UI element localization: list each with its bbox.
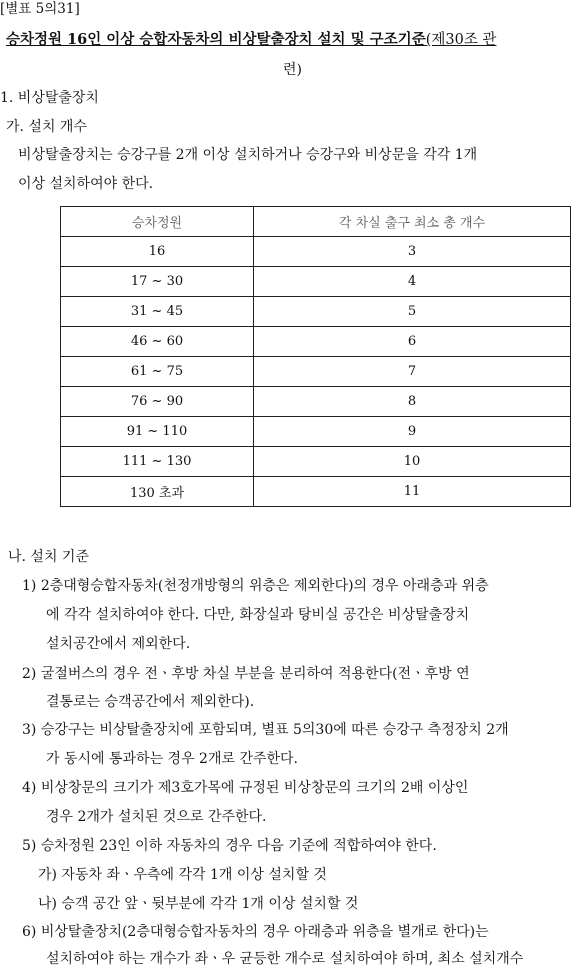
cell-exits: 10	[254, 447, 571, 477]
criteria-item-3-line-2: 가 동시에 통과하는 경우 2개로 간주한다.	[46, 751, 298, 767]
title-continuation: 련)	[283, 62, 302, 78]
subsection-a-paragraph-line-2: 이상 설치하여야 한다.	[18, 176, 154, 192]
criteria-item-5-line-1: 5) 승차정원 23인 이하 자동차의 경우 다음 기준에 적합하여야 한다.	[22, 838, 437, 854]
cell-capacity: 91 ~ 110	[61, 417, 254, 447]
criteria-item-6-line-1: 6) 비상탈출장치(2층대형승합자동차의 경우 아래층과 위층을 별개로 한다)는	[22, 924, 489, 940]
header-capacity: 승차정원	[61, 207, 254, 237]
document-title	[6, 31, 496, 49]
criteria-item-4-line-2: 경우 2개가 설치된 것으로 간주한다.	[46, 809, 267, 825]
criteria-item-3-line-1: 3) 승강구는 비상탈출장치에 포함되며, 별표 5의30에 따른 승강구 측정장치 2개	[22, 722, 509, 738]
subsection-b-heading: 나. 설치 기준	[8, 549, 89, 565]
criteria-item-4-line-1: 4) 비상창문의 크기가 제3호가목에 규정된 비상창문의 크기의 2배 이상인	[22, 780, 469, 796]
header-min-exits: 각 차실 출구 최소 총 개수	[254, 207, 571, 237]
cell-capacity: 130 초과	[61, 477, 254, 507]
title-text: 승차정원 16인 이상 승합자동차의 비상탈출장치 설치 및 구조기준	[6, 31, 426, 48]
cell-exits: 8	[254, 387, 571, 417]
criteria-item-1-line-1: 1) 2층대형승합자동차(천정개방형의 위층은 제외한다)의 경우 아래층과 위층	[22, 578, 489, 594]
table-row	[61, 387, 571, 417]
table-row	[61, 237, 571, 267]
criteria-item-2-line-1: 2) 굴절버스의 경우 전ㆍ후방 차실 부분을 분리하여 적용한다(전ㆍ후방 연	[22, 666, 470, 682]
annex-reference: [별표 5의31]	[0, 1, 80, 17]
criteria-item-2-line-2: 결통로는 승객공간에서 제외한다).	[46, 694, 255, 710]
cell-capacity: 111 ~ 130	[61, 447, 254, 477]
subsection-a-heading: 가. 설치 개수	[6, 119, 87, 135]
table-row	[61, 267, 571, 297]
exit-count-table	[60, 206, 571, 507]
table-row	[61, 477, 571, 507]
table-row	[61, 297, 571, 327]
table-row	[61, 417, 571, 447]
criteria-item-5-sub-a: 가) 자동차 좌ㆍ우측에 각각 1개 이상 설치할 것	[38, 867, 327, 883]
cell-capacity: 31 ~ 45	[61, 297, 254, 327]
cell-exits: 9	[254, 417, 571, 447]
cell-capacity: 17 ~ 30	[61, 267, 254, 297]
title-article-ref: (제30조 관	[425, 32, 497, 48]
cell-exits: 11	[254, 477, 571, 507]
cell-exits: 3	[254, 237, 571, 267]
cell-capacity: 76 ~ 90	[61, 387, 254, 417]
table-row	[61, 357, 571, 387]
criteria-item-1-line-3: 설치공간에서 제외한다.	[46, 636, 191, 652]
cell-capacity: 46 ~ 60	[61, 327, 254, 357]
table-row	[61, 327, 571, 357]
table-row	[61, 447, 571, 477]
cell-capacity: 16	[61, 237, 254, 267]
cell-exits: 6	[254, 327, 571, 357]
cell-exits: 4	[254, 267, 571, 297]
table-header-row	[61, 207, 571, 237]
criteria-item-1-line-2: 에 각각 설치하여야 한다. 다만, 화장실과 탕비실 공간은 비상탈출장치	[46, 607, 470, 623]
section-1-heading: 1. 비상탈출장치	[0, 90, 99, 106]
cell-capacity: 61 ~ 75	[61, 357, 254, 387]
cell-exits: 7	[254, 357, 571, 387]
criteria-item-6-line-2: 설치하여야 하는 개수가 좌ㆍ우 균등한 개수로 설치하여야 하며, 최소 설치개수	[46, 951, 524, 967]
subsection-a-paragraph-line-1: 비상탈출장치는 승강구를 2개 이상 설치하거나 승강구와 비상문을 각각 1개	[18, 147, 478, 163]
cell-exits: 5	[254, 297, 571, 327]
criteria-item-5-sub-b: 나) 승객 공간 앞ㆍ뒷부분에 각각 1개 이상 설치할 것	[38, 896, 359, 912]
